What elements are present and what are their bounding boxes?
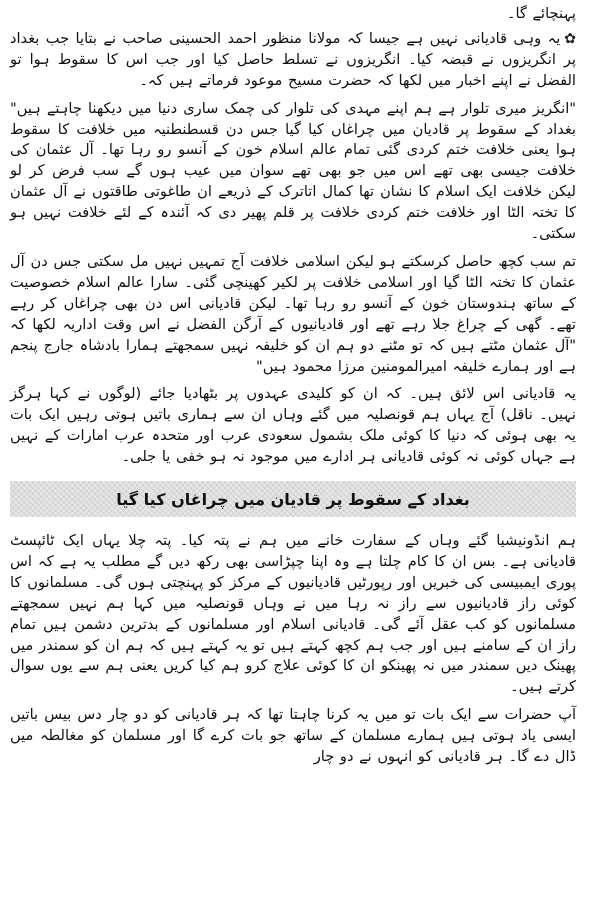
paragraph-key-posts: یہ قادیانی اس لائق ہیں۔ کہ ان کو کلیدی عہدوں پر بٹھادیا جائے (لوگوں نے کہا ہرگز نہیں۔ ناقل) آج یہاں ہم قونصلیہ میں گئے وہاں ان سے ہماری باتیں ہوتی رہیں ایک بات یہ بھی ہوئی کہ دنیا کا کوئی ملک بشمول سعودی عرب اور متحدہ عرب امارات کے نہیں ہے جہاں کوئی نہ کوئی قادیانی ہر ادارے میں موجود نہ ہو خفی یا جلی۔	[10, 385, 576, 466]
section-heading-bar	[10, 481, 576, 517]
paragraph-indonesia: ہم انڈونیشیا گئے وہاں کے سفارت خانے میں ہم نے پتہ کیا۔ پتہ چلا یہاں ایک ٹائپسٹ قادیانی ہے۔ بس ان کا کام چلتا ہے وہ اپنا چپڑاسی بھی رکھ دیں گے مطلب یہ ہے کہ اس پوری ایمبیسی کی خبریں اور رپورٹیں قادیانیوں کے مرکز کو پہنچتی ہوں گی۔ مسلمانوں کا کوئی راز قادیانیوں سے راز نہ رہا میں نے وہاں قونصلیہ میں کہا ہم نہیں سمجھتے مسلمانوں کو کب عقل آئے گی۔ قادیانی اسلام اور مسلمانوں کے بدترین دشمن ہیں تمام راز ان کے سامنے ہیں اور جب ہم کچھ کہتے ہیں تو یہ کہتے ہیں کہ ہم ان کو سمندر میں پھینک دیں سمندر میں نہ پھینکو ان کا کوئی علاج کرو ہم کیا کریں یعنی ہم سے یوں سوال کرتے ہیں۔	[10, 532, 576, 696]
section-heading: بغداد کے سقوط پر قادیان میں چراغاں کیا گیا	[116, 489, 470, 509]
flower-ornament-icon: ✿	[564, 30, 576, 47]
paragraph-baghdad-occupation	[10, 29, 576, 92]
paragraph-caliphate: تم سب کچھ حاصل کرسکتے ہو لیکن اسلامی خلافت آج تمہیں نہیں مل سکتی جس دن آل عثمان کا تختہ الٹا گیا اور اسلامی خلافت پر لکیر کھینچی گئی۔ سارا عالم اسلام خصوصیت کے ساتھ ہندوستان خون کے آنسو رو رہا تھا۔ لیکن قادیانی اس دن بھی چراغاں کر رہے تھے۔ گھی کے چراغ جلا رہے تھے اور قادیانیوں کے آرگن الفضل نے اس وقت اداریہ لکھا کہ "آل عثمان مٹتے ہیں کہ تو مٹنے دو ہم ان کو خلیفہ نہیں سمجھتے ہمارا بادشاہ جارج پنجم ہے اور ہمارے خلیفہ امیرالمومنین مرزا محمود ہیں"	[10, 252, 576, 375]
paragraph-sword-quote: "انگریز میری تلوار ہے ہم اپنے مہدی کی تلوار کی چمک ساری دنیا میں دیکھنا چاہتے ہیں" بغداد کے سقوط پر قادیان میں چراغاں کیا گیا جس دن قسطنطنیہ میں خلافت کا سقوط ہوا یعنی خلافت ختم کردی گئی تمام عالم اسلام خون کے آنسو رو رہا تھا۔ آل عثمان کی خلافت جیسی بھی تھے اس میں جو بھی تھے سوان میں عیب ہوں گے سب فرض کر لو لیکن خلافت ایک اسلام کا نشان تھا کمال اتاترک کے ذریعے ان طاغوتی طاقتوں نے آل عثمان کا تختہ الٹا اور خلافت ختم کردی خلافت پر قلم پھیر دی کہ آئندہ کے لئے خلافت نہیں ہو سکتی۔	[10, 99, 576, 243]
paragraph-baghdad-occupation-text: یہ وہی قادیانی نہیں ہے جیسا کہ مولانا منظور احمد الحسینی صاحب نے بتایا جب بغداد پر انگریزوں نے قبضہ کیا۔ انگریزوں نے تسلط حاصل کیا اور جب اس کا سقوط ہوا تو الفضل نے اپنے اخبار میں لکھا کہ حضرت مسیح موعود فرماتے ہیں کہ۔	[10, 29, 576, 89]
paragraph-continuation: پہنچائے گا۔	[506, 5, 576, 22]
paragraph-closing: آپ حضرات سے ایک بات تو میں یہ کرنا چاہتا تھا کہ ہر قادیانی کو دو چار دس بیس باتیں ایسی یاد ہوتی ہیں ہمارے مسلمان کے ساتھ جو بات کرے گا اور مسلمان کو مغالطہ میں ڈال دے گا۔ ہر قادیانی کو انہوں نے دو چار	[10, 706, 576, 766]
